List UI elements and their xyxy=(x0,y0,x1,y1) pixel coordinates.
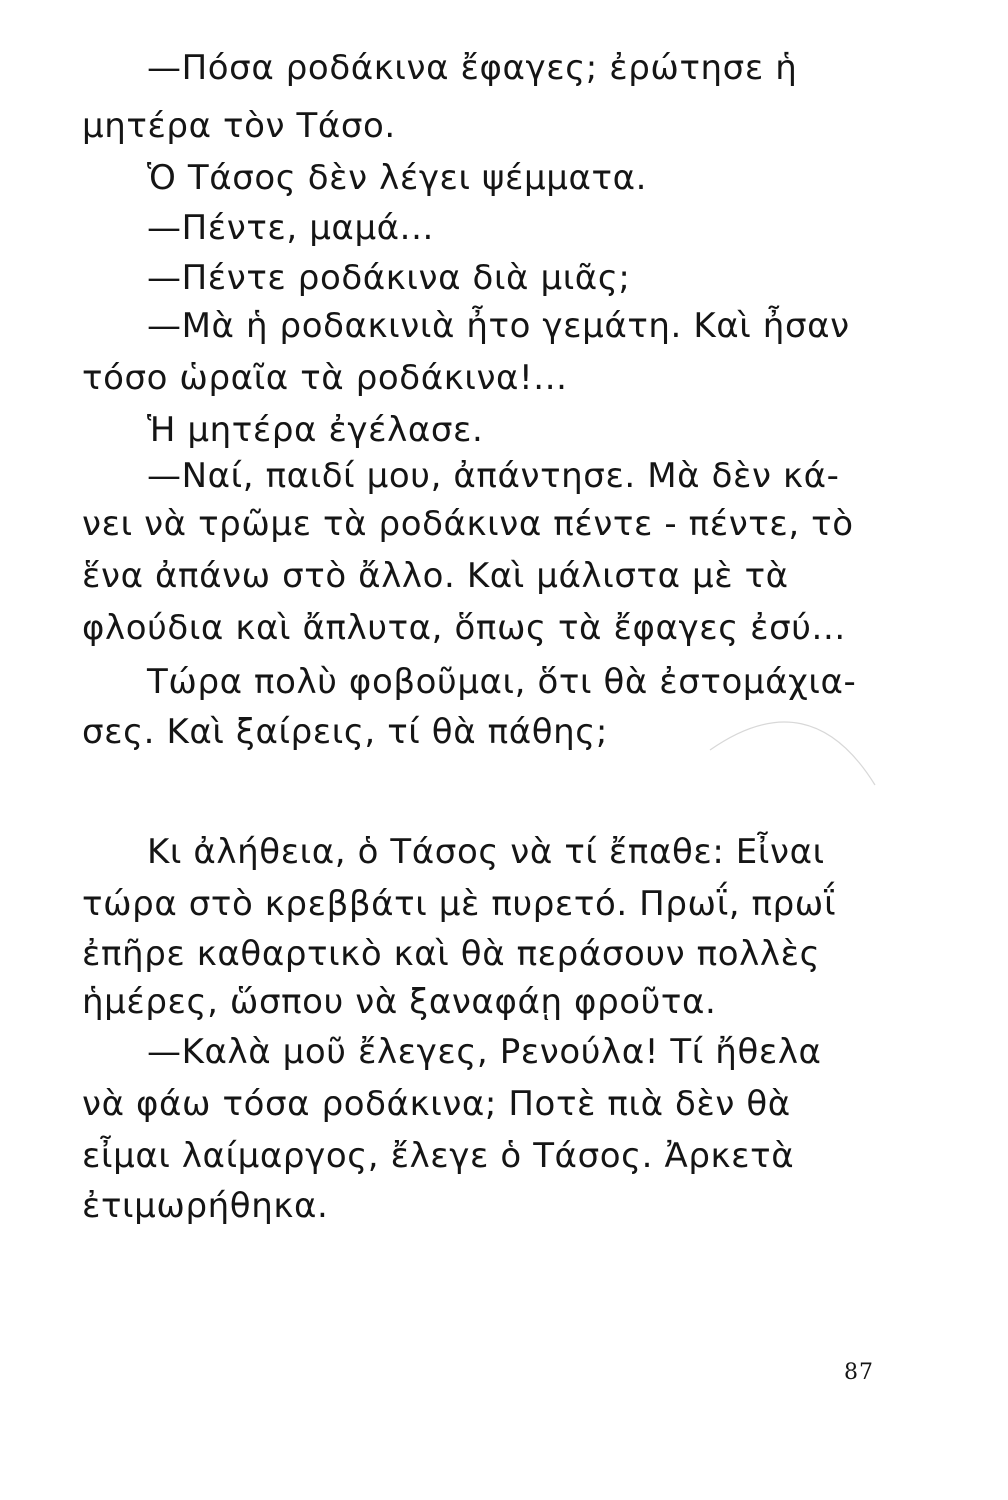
text-line: —Πόσα ροδάκινα ἔφαγες; ἐρώτησε ἡ xyxy=(147,48,798,88)
text-line: ἐτιμωρήθηκα. xyxy=(82,1186,329,1226)
text-line: Ὁ Τάσος δὲν λέγει ψέμματα. xyxy=(147,158,648,198)
text-line: νὰ φάω τόσα ροδάκινα; Ποτὲ πιὰ δὲν θὰ xyxy=(82,1084,791,1124)
text-line: φλούδια καὶ ἄπλυτα, ὅπως τὰ ἔφαγες ἐσύ... xyxy=(82,608,846,648)
text-line: —Μὰ ἡ ροδακινιὰ ἦτο γεμάτη. Καὶ ἦσαν xyxy=(147,306,850,346)
text-line: ἡμέρες, ὥσπου νὰ ξαναφάῃ φροῦτα. xyxy=(82,982,717,1022)
text-line: —Πέντε, μαμά... xyxy=(147,208,434,248)
text-line: τόσο ὡραῖα τὰ ροδάκινα!... xyxy=(82,358,568,398)
text-line: εἶμαι λαίμαργος, ἔλεγε ὁ Τάσος. Ἀρκετὰ xyxy=(82,1136,795,1176)
text-line: Τώρα πολὺ φοβοῦμαι, ὅτι θὰ ἐστομάχια- xyxy=(147,662,857,702)
page-number: 87 xyxy=(844,1360,874,1385)
text-line: —Ναί, παιδί μου, ἀπάντησε. Μὰ δὲν κά- xyxy=(147,456,840,496)
text-line: μητέρα τὸν Τάσο. xyxy=(82,106,396,146)
text-line: τώρα στὸ κρεββάτι μὲ πυρετό. Πρωΐ, πρωΐ xyxy=(82,884,836,924)
text-line: ἕνα ἀπάνω στὸ ἄλλο. Καὶ μάλιστα μὲ τὰ xyxy=(82,556,789,596)
text-line: Κι ἀλήθεια, ὁ Τάσος νὰ τί ἔπαθε: Εἶναι xyxy=(147,832,825,872)
text-line: σες. Καὶ ξαίρεις, τί θὰ πάθης; xyxy=(82,712,608,752)
text-line: —Καλὰ μοῦ ἔλεγες, Ρενούλα! Τί ἤθελα xyxy=(147,1032,822,1072)
text-line: ἐπῆρε καθαρτικὸ καὶ θὰ περάσουν πολλὲς xyxy=(82,934,821,974)
text-line: νει νὰ τρῶμε τὰ ροδάκινα πέντε - πέντε, τὸ xyxy=(82,504,854,544)
paper-crease-mark xyxy=(690,690,890,810)
text-line: Ἡ μητέρα ἐγέλασε. xyxy=(147,410,484,450)
text-line: —Πέντε ροδάκινα διὰ μιᾶς; xyxy=(147,258,631,298)
